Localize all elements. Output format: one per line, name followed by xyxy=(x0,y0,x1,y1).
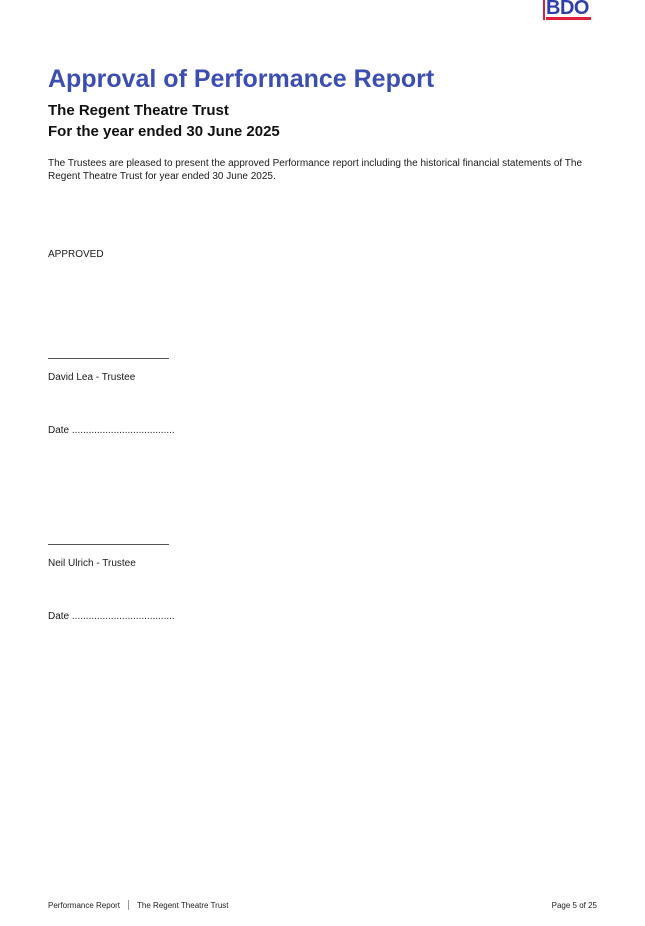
signatory-date: Date ..................................... xyxy=(48,611,175,622)
signatory-date: Date ..................................... xyxy=(48,425,175,436)
footer-report-name: Performance Report xyxy=(48,900,121,910)
logo-accent-bar xyxy=(543,0,545,20)
signatory-name: David Lea - Trustee xyxy=(48,372,136,383)
page-number: Page 5 of 25 xyxy=(551,900,597,910)
signatory-name: Neil Ulrich - Trustee xyxy=(48,558,136,569)
bdo-logo xyxy=(543,0,597,21)
page-footer xyxy=(48,900,597,910)
signature-line xyxy=(48,544,169,545)
footer-separator xyxy=(128,900,129,910)
page-title: Approval of Performance Report xyxy=(48,65,435,93)
reporting-period: For the year ended 30 June 2025 xyxy=(48,123,280,140)
signature-line xyxy=(48,358,169,359)
intro-paragraph: The Trustees are pleased to present the approved Performance report including the historical financial statements of The Regent Theatre Trust for year ended 30 June 2025. xyxy=(48,158,583,182)
entity-name: The Regent Theatre Trust xyxy=(48,102,229,119)
footer-entity: The Regent Theatre Trust xyxy=(137,900,229,910)
approved-label: APPROVED xyxy=(48,249,104,260)
logo-text: BDO xyxy=(546,0,589,19)
